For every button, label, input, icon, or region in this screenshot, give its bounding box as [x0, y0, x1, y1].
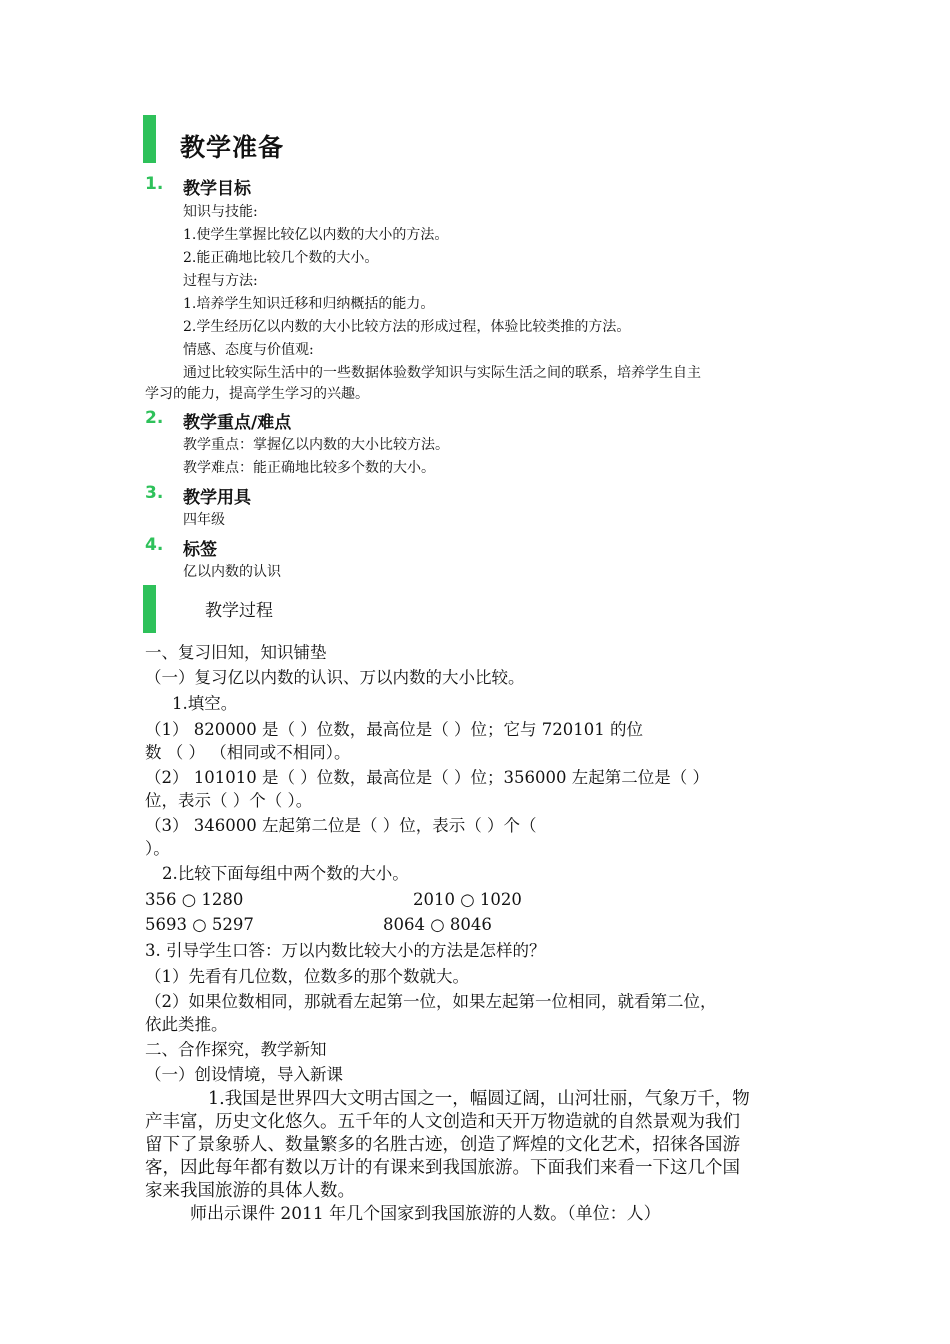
process-line: 1.填空。 [172, 694, 238, 713]
comparison-item: 8064 ○ 8046 [383, 915, 492, 934]
question-2: 位，表示（ ）个（ ）。 [145, 791, 313, 810]
goal-line: 1.培养学生知识迁移和归纳概括的能力。 [183, 296, 435, 312]
process-line: 一、复习旧知，知识铺垫 [145, 643, 327, 662]
difficulty: 教学难点：能正确地比较多个数的大小。 [183, 460, 435, 476]
section-number: 4. [145, 535, 164, 555]
section-heading-tag: 标签 [183, 540, 217, 560]
process-line: （2）如果位数相同，那就看左起第一位，如果左起第一位相同，就看第二位， [145, 992, 717, 1011]
question-3: ）。 [145, 839, 170, 858]
goal-line: 2.能正确地比较几个数的大小。 [183, 250, 379, 266]
process-line: （一）复习亿以内数的认识、万以内数的大小比较。 [145, 668, 525, 687]
question-2: （2） 101010 是（ ）位数，最高位是（ ）位；356000 左起第二位是（ ） [145, 768, 709, 787]
key-point: 教学重点：掌握亿以内数的大小比较方法。 [183, 437, 449, 453]
goal-line: 1.使学生掌握比较亿以内数的大小的方法。 [183, 227, 449, 243]
question-1: 数 （ ） （相同或不相同）。 [145, 743, 351, 762]
comparison-item: 5693 ○ 5297 [145, 915, 254, 934]
story-paragraph: 1.我国是世界四大文明古国之一，幅圆辽阔，山河壮丽，气象万千，物 [208, 1089, 750, 1109]
section-accent-bar [143, 115, 156, 163]
process-line: 3. 引导学生口答：万以内数比较大小的方法是怎样的？ [145, 941, 546, 960]
comparison-item: 356 ○ 1280 [145, 890, 244, 909]
question-3: （3） 346000 左起第二位是（ ）位，表示（ ）个（ [145, 816, 537, 835]
story-paragraph: 家来我国旅游的具体人数。 [145, 1181, 355, 1201]
section-number: 1. [145, 174, 164, 194]
process-line: 师出示课件 2011 年几个国家到我国旅游的人数。（单位：人） [190, 1204, 661, 1224]
goal-line: 情感、态度与价值观: [183, 342, 314, 358]
goal-paragraph: 通过比较实际生活中的一些数据体验数学知识与实际生活之间的联系，培养学生自主 [183, 365, 701, 381]
process-line: 2.比较下面每组中两个数的大小。 [162, 864, 409, 883]
section-accent-bar [143, 585, 156, 633]
process-line: 二、合作探究，教学新知 [145, 1040, 327, 1059]
page-title: 教学准备 [180, 133, 285, 162]
section-number: 3. [145, 483, 164, 503]
section-heading-key-points: 教学重点/难点 [183, 413, 292, 433]
tag-text: 亿以内数的认识 [183, 564, 281, 580]
process-heading: 教学过程 [205, 601, 273, 621]
story-paragraph: 客，因此每年都有数以万计的有课来到我国旅游。下面我们来看一下这几个国 [145, 1158, 740, 1178]
section-heading-goals: 教学目标 [183, 179, 251, 199]
process-line: （一）创设情境，导入新课 [145, 1065, 343, 1084]
tools-text: 四年级 [183, 512, 225, 528]
comparison-item: 2010 ○ 1020 [413, 890, 522, 909]
goal-line: 2.学生经历亿以内数的大小比较方法的形成过程，体验比较类推的方法。 [183, 319, 631, 335]
goal-paragraph: 学习的能力，提高学生学习的兴趣。 [145, 386, 369, 402]
goal-line: 过程与方法: [183, 273, 258, 289]
story-paragraph: 留下了景象骄人、数量繁多的名胜古迹，创造了辉煌的文化艺术，招徕各国游 [145, 1135, 740, 1155]
story-paragraph: 产丰富，历史文化悠久。五千年的人文创造和天开万物造就的自然景观为我们 [145, 1112, 740, 1132]
question-1: （1） 820000 是（ ）位数，最高位是（ ）位；它与 720101 的位 [145, 720, 643, 739]
process-line: 依此类推。 [145, 1015, 228, 1034]
section-heading-tools: 教学用具 [183, 488, 251, 508]
goal-line: 知识与技能: [183, 204, 258, 220]
section-number: 2. [145, 408, 164, 428]
process-line: （1）先看有几位数，位数多的那个数就大。 [145, 967, 469, 986]
